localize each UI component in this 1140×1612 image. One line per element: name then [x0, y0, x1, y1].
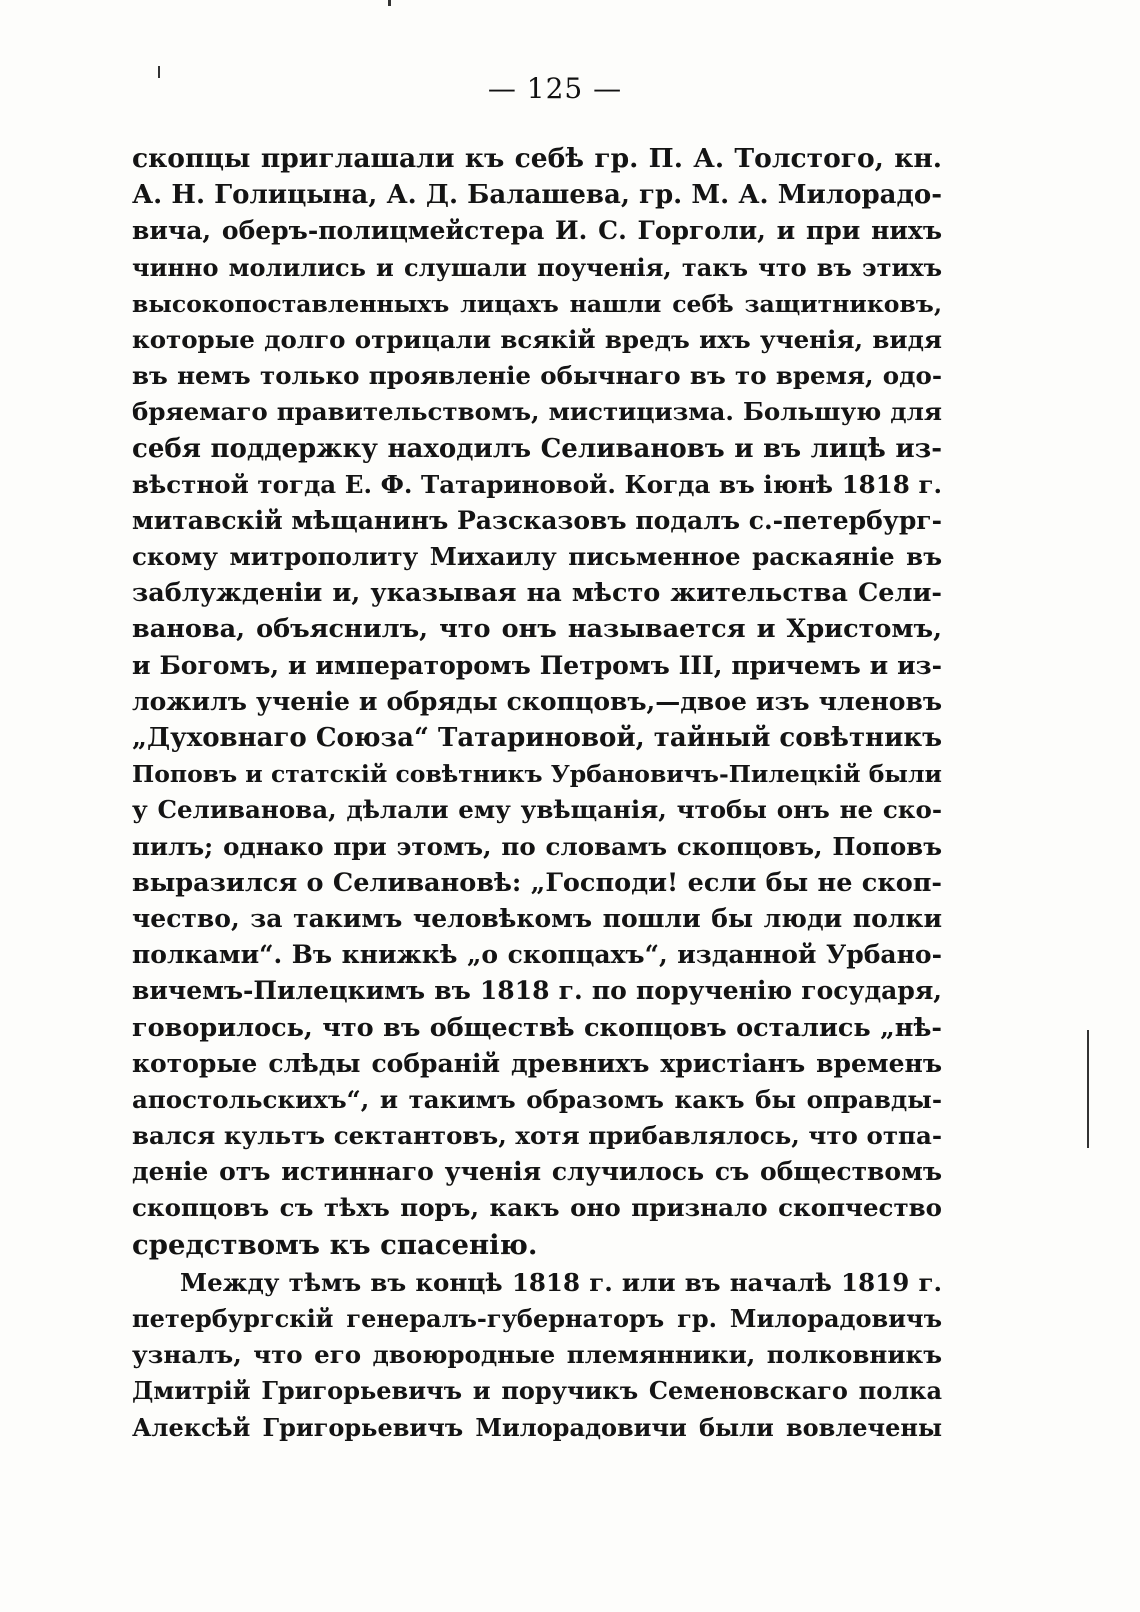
text-line: вѣстной тогда Е. Ф. Татариновой. Когда въ іюнѣ 1818 г.: [132, 469, 942, 499]
text-line: ложилъ ученіе и обряды скопцовъ,—двое изъ членовъ: [132, 686, 942, 716]
text-line: чинно молились и слушали поученія, такъ что въ этихъ: [132, 252, 942, 282]
text-line: А. Н. Голицына, А. Д. Балашева, гр. М. А. Милорадо-: [132, 180, 942, 211]
text-line: высокопоставленныхъ лицахъ нашли себѣ защитниковъ,: [132, 289, 942, 318]
text-line: въ немъ только проявленіе обычнаго въ то время, одо-: [132, 361, 942, 391]
text-line: говорилось, что въ обществѣ скопцовъ остались „нѣ-: [132, 1012, 942, 1043]
text-line: апостольскихъ“, и такимъ образомъ какъ бы оправды-: [132, 1084, 942, 1114]
text-line: вича, оберъ-полицмейстера И. С. Горголи, и при нихъ: [132, 216, 942, 246]
text-line: „Духовнаго Союза“ Татариновой, тайный совѣтникъ: [132, 723, 942, 753]
page-number: — 125 —: [487, 72, 623, 105]
text-line: Между тѣмъ въ концѣ 1818 г. или въ началѣ 1819 г.: [180, 1267, 942, 1297]
text-line: петербургскій генералъ-губернаторъ гр. Милорадовичъ: [132, 1304, 942, 1333]
text-line: себя поддержку находилъ Селивановъ и въ лицѣ из-: [132, 433, 942, 464]
scan-edge-mark-right: [1087, 1030, 1089, 1148]
text-line: у Селиванова, дѣлали ему увѣщанія, чтобы онъ не ско-: [132, 795, 942, 825]
text-line: узналъ, что его двоюродные племянники, полковникъ: [132, 1340, 942, 1370]
text-line: чество, за такимъ человѣкомъ пошли бы люди полки: [132, 903, 942, 933]
text-line: полками“. Въ книжкѣ „о скопцахъ“, изданной Урбано-: [132, 940, 942, 970]
text-line: которые долго отрицали всякій вредъ ихъ ученія, видя: [132, 324, 942, 354]
text-line: которые слѣды собраній древнихъ христіанъ временъ: [132, 1048, 942, 1078]
text-line: митавскій мѣщанинъ Разсказовъ подалъ с.-петербург-: [132, 505, 942, 535]
text-line: скопцовъ съ тѣхъ поръ, какъ оно признало скопчество: [132, 1193, 942, 1223]
text-line: выразился о Селивановѣ: „Господи! если бы не скоп-: [132, 867, 942, 898]
text-line: Алексѣй Григорьевичъ Милорадовичи были вовлечены: [132, 1412, 942, 1442]
text-line: бряемаго правительствомъ, мистицизма. Большую для: [132, 397, 942, 427]
text-line: Поповъ и статскій совѣтникъ Урбановичъ-Пилецкій были: [132, 760, 942, 789]
text-line: средствомъ къ спасенію.: [132, 1228, 538, 1261]
text-line: ванова, объяснилъ, что онъ называется и Христомъ,: [132, 614, 942, 645]
text-line: деніе отъ истиннаго ученія случилось съ обществомъ: [132, 1157, 942, 1187]
text-line: пилъ; однако при этомъ, по словамъ скопцовъ, Поповъ: [132, 831, 942, 861]
body-text: [132, 141, 942, 1446]
text-line: скопцы приглашали къ себѣ гр. П. А. Толстого, кн.: [132, 143, 942, 174]
text-line: вался культъ сектантовъ, хотя прибавлялось, что отпа-: [132, 1121, 942, 1151]
text-line: вичемъ-Пилецкимъ въ 1818 г. по порученію государя,: [132, 976, 942, 1006]
text-line: Дмитрій Григорьевичъ и поручикъ Семеновскаго полка: [132, 1376, 942, 1406]
text-line: скому митрополиту Михаилу письменное раскаяніе въ: [132, 542, 942, 572]
text-line: заблужденіи и, указывая на мѣсто жительства Сели-: [132, 578, 942, 609]
text-line: и Богомъ, и императоромъ Петромъ III, причемъ и из-: [132, 650, 942, 680]
paragraph: [132, 141, 942, 1263]
scan-speck-top: [388, 0, 391, 6]
paragraph: [132, 1265, 942, 1446]
